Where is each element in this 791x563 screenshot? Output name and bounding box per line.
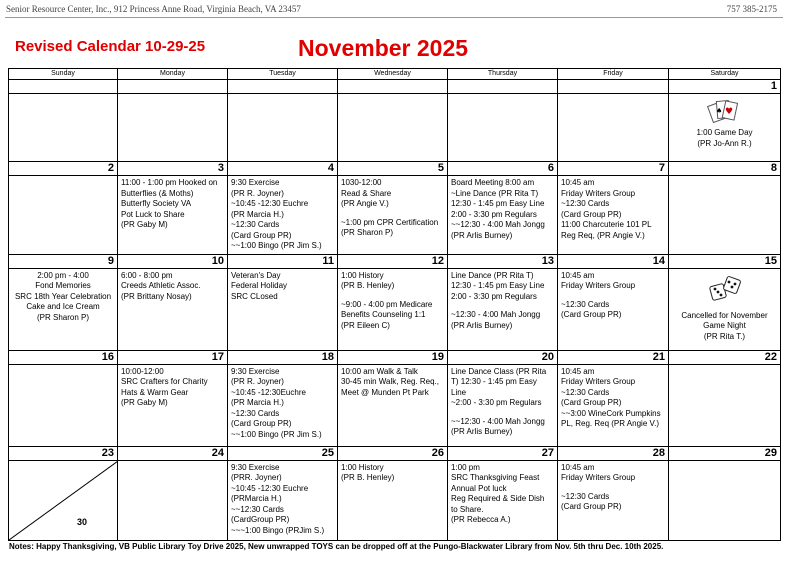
day-cell bbox=[558, 364, 669, 446]
event-line: 9:30 Exercise bbox=[231, 178, 280, 187]
event-line: Annual Pot luck bbox=[451, 483, 507, 493]
event-line: ~10:45 -12:30 Euchre bbox=[231, 199, 309, 208]
day-number: 21 bbox=[558, 350, 669, 364]
day-number: 12 bbox=[338, 254, 448, 268]
event-line: 12:30 - 1:45 pm Easy Line bbox=[451, 199, 545, 208]
weekday-wednesday: Wednesday bbox=[338, 69, 448, 80]
event-line: 1:00 History bbox=[341, 270, 384, 280]
org-phone: 757 385-2175 bbox=[726, 4, 777, 14]
event-line: ~12:30 Cards bbox=[231, 220, 280, 229]
event-line: Federal Holiday bbox=[231, 281, 288, 290]
event-line: Meet @ Munden Pt Park bbox=[341, 387, 429, 397]
day-number: 16 bbox=[9, 350, 118, 364]
day-cell bbox=[448, 460, 558, 540]
svg-text:♥: ♥ bbox=[724, 107, 733, 117]
day-number bbox=[338, 80, 448, 94]
event-line: (PR Rebecca A.) bbox=[451, 515, 511, 524]
header-rule bbox=[5, 17, 783, 18]
weekday-thursday: Thursday bbox=[448, 69, 558, 80]
event-line: Line Dance Class (PR Rita bbox=[451, 366, 547, 376]
event-line: ~~12:30 Cards bbox=[231, 504, 284, 514]
weekday-header-row bbox=[9, 69, 781, 80]
event-line: (Card Group PR) bbox=[561, 310, 622, 319]
event-line: 10:00-12:00 bbox=[121, 366, 164, 376]
event-line: 1:00 History bbox=[341, 462, 384, 472]
day-cell bbox=[448, 364, 558, 446]
day-number-row bbox=[9, 446, 781, 460]
event-line: (PR R. Joyner) bbox=[231, 188, 284, 198]
day-number: 4 bbox=[228, 162, 338, 176]
event-line: ~~~1:00 Bingo (PRJim S.) bbox=[231, 525, 325, 535]
day-cell bbox=[669, 268, 781, 350]
event-line: 11:00 Charcuterie 101 PL bbox=[561, 220, 652, 229]
day-number-30: 30 bbox=[77, 516, 88, 527]
day-number: 9 bbox=[9, 254, 118, 268]
event-line: (Card Group PR) bbox=[561, 398, 622, 407]
event-line: (PR Arlis Burney) bbox=[451, 320, 513, 330]
event-line: (Card Group PR) bbox=[561, 209, 622, 219]
event-line: ~10:45 -12:30Euchre bbox=[231, 387, 306, 397]
event-line: 1030-12:00 bbox=[341, 178, 382, 187]
day-number: 23 bbox=[9, 446, 118, 460]
event-line: (Card Group PR) bbox=[231, 419, 292, 428]
day-number: 28 bbox=[558, 446, 669, 460]
event-line: (PRMarcia H.) bbox=[231, 494, 282, 503]
day-events-row bbox=[9, 94, 781, 162]
event-line: 2:00 pm - 4:00 bbox=[37, 270, 89, 280]
event-line: (PRR. Joyner) bbox=[231, 473, 282, 482]
event-line: (PR B. Henley) bbox=[341, 473, 395, 482]
day-cell bbox=[118, 176, 228, 255]
day-number: 17 bbox=[118, 350, 228, 364]
svg-text:♠: ♠ bbox=[715, 107, 722, 115]
event-line: to Share. bbox=[451, 504, 484, 514]
event-line: Creeds Athletic Assoc. bbox=[121, 281, 201, 290]
day-cell bbox=[669, 176, 781, 255]
weekday-friday: Friday bbox=[558, 69, 669, 80]
event-line: 2:00 - 3:30 pm Regulars bbox=[451, 291, 537, 301]
event-line: SRC 18th Year Celebration bbox=[14, 291, 112, 301]
event-line: (PR Sharon P) bbox=[36, 312, 90, 322]
event-line: 10:45 am bbox=[561, 462, 595, 472]
event-line: (PR Gaby M) bbox=[121, 398, 168, 407]
playing-cards-icon bbox=[672, 98, 777, 124]
event-line bbox=[341, 210, 444, 218]
day-number-row bbox=[9, 254, 781, 268]
event-line: 9:30 Exercise bbox=[231, 462, 280, 472]
event-line: 10:00 am Walk & Talk bbox=[341, 366, 418, 376]
event-line: Read & Share bbox=[341, 188, 392, 198]
day-number: 26 bbox=[338, 446, 448, 460]
day-cell bbox=[228, 176, 338, 255]
event-line: Fond Memories bbox=[35, 281, 91, 290]
event-line: Pot Luck to Share bbox=[121, 209, 185, 219]
event-line: (PR Rita T.) bbox=[703, 331, 746, 341]
weekday-monday: Monday bbox=[118, 69, 228, 80]
day-events-row bbox=[9, 268, 781, 350]
day-cell bbox=[9, 94, 118, 162]
event-line bbox=[341, 292, 444, 300]
event-line: (PR Arlis Burney) bbox=[451, 427, 513, 436]
day-number: 3 bbox=[118, 162, 228, 176]
month-title: November 2025 bbox=[298, 35, 469, 61]
event-line: ~12:30 Cards bbox=[561, 199, 610, 208]
day-cell bbox=[9, 460, 118, 540]
event-line: ~10:45 -12:30 Euchre bbox=[231, 483, 309, 493]
event-line: ~~12:30 - 4:00 Mah Jongg bbox=[451, 220, 545, 229]
event-line: ~12:30 Cards bbox=[561, 299, 610, 309]
split-day-divider bbox=[9, 461, 118, 540]
day-number: 6 bbox=[448, 162, 558, 176]
day-cell bbox=[338, 268, 448, 350]
day-cell bbox=[558, 176, 669, 255]
event-line: Hats & Warm Gear bbox=[121, 387, 189, 397]
day-number: 25 bbox=[228, 446, 338, 460]
dice-icon bbox=[672, 275, 777, 305]
day-cell bbox=[118, 364, 228, 446]
event-line: 6:00 - 8:00 pm bbox=[121, 270, 173, 280]
day-number: 5 bbox=[338, 162, 448, 176]
weekday-tuesday: Tuesday bbox=[228, 69, 338, 80]
event-line: 1:00 pm bbox=[451, 462, 480, 472]
day-number bbox=[228, 80, 338, 94]
event-line: (PR Sharon P) bbox=[341, 228, 394, 237]
day-cell bbox=[228, 94, 338, 162]
event-line: ~~1:00 Bingo (PR Jim S.) bbox=[231, 241, 322, 250]
event-line: (PR R. Joyner) bbox=[231, 377, 284, 386]
event-line: ~12:30 - 4:00 Mah Jongg bbox=[451, 310, 541, 319]
org-address: Senior Resource Center, Inc., 912 Princess Anne Road, Virginia Beach, VA 23457 bbox=[6, 4, 301, 14]
event-line: 10:45 am bbox=[561, 366, 595, 376]
event-line: (Card Group PR) bbox=[231, 230, 292, 240]
event-line bbox=[451, 409, 554, 417]
day-number: 14 bbox=[558, 254, 669, 268]
event-line: Reg Required & Side Dish bbox=[451, 494, 545, 503]
event-line bbox=[451, 302, 554, 310]
day-number: 13 bbox=[448, 254, 558, 268]
event-line: Veteran's Day bbox=[231, 270, 281, 280]
event-line: 12:30 - 1:45 pm Easy Line bbox=[451, 281, 545, 290]
event-line: (CardGroup PR) bbox=[231, 515, 290, 524]
event-line: ~2:00 - 3:30 pm Regulars bbox=[451, 398, 542, 407]
day-number: 7 bbox=[558, 162, 669, 176]
day-cell bbox=[448, 176, 558, 255]
revised-label: Revised Calendar 10-29-25 bbox=[15, 38, 206, 55]
event-line: ~12:30 Cards bbox=[561, 491, 610, 501]
day-cell bbox=[228, 364, 338, 446]
day-number: 22 bbox=[669, 350, 781, 364]
event-line: Game Night bbox=[703, 321, 746, 330]
event-line: 30-45 min Walk, Reg. Req., bbox=[341, 377, 439, 386]
day-number: 1 bbox=[669, 80, 781, 94]
event-line: SRC CLosed bbox=[231, 291, 278, 301]
event-line: Reg Req, (PR Angie V.) bbox=[561, 230, 645, 240]
day-cell bbox=[9, 364, 118, 446]
day-cell bbox=[669, 364, 781, 446]
day-number: 24 bbox=[118, 446, 228, 460]
event-line: (PR Gaby M) bbox=[121, 220, 168, 229]
event-line: ~~1:00 Bingo (PR Jim S.) bbox=[231, 429, 322, 439]
day-number: 8 bbox=[669, 162, 781, 176]
day-cell bbox=[9, 176, 118, 255]
event-line: 9:30 Exercise bbox=[231, 366, 280, 376]
event-line: Friday Writers Group bbox=[561, 281, 636, 290]
day-cell bbox=[558, 268, 669, 350]
event-line: PL, Reg. Req (PR Angie V.) bbox=[561, 419, 659, 428]
event-line: (PR Marcia H.) bbox=[231, 398, 284, 407]
event-line: 1:00 Game Day bbox=[696, 128, 753, 137]
event-line: (PR Eileen C) bbox=[341, 320, 390, 330]
day-cell bbox=[338, 94, 448, 162]
day-number: 29 bbox=[669, 446, 781, 460]
day-events-row bbox=[9, 364, 781, 446]
weekday-sunday: Sunday bbox=[9, 69, 118, 80]
event-line: Board Meeting 8:00 am bbox=[451, 178, 535, 187]
event-line: ~Line Dance (PR Rita T) bbox=[451, 188, 539, 198]
event-line: (PR Brittany Nosay) bbox=[121, 291, 192, 301]
day-cell bbox=[448, 268, 558, 350]
event-line: ~1:00 pm CPR Certification bbox=[341, 217, 439, 227]
calendar-grid bbox=[8, 68, 781, 541]
day-number-row bbox=[9, 80, 781, 94]
event-line: (PR Angie V.) bbox=[341, 199, 389, 208]
event-line: Line Dance (PR Rita T) bbox=[451, 270, 534, 280]
event-line: 10:45 am bbox=[561, 178, 595, 187]
event-line: Friday Writers Group bbox=[561, 188, 636, 198]
event-line: 11:00 - 1:00 pm Hooked on bbox=[121, 178, 218, 187]
event-line: Butterflies (& Moths) bbox=[121, 188, 194, 198]
event-line: 10:45 am bbox=[561, 270, 595, 280]
event-line bbox=[561, 484, 665, 492]
event-line: Cake and Ice Cream bbox=[26, 302, 100, 311]
notes-footer: Notes: Happy Thanksgiving, VB Public Library Toy Drive 2025, New unwrapped TOYS can be dropped off at the Pungo-Blackwater Library from Nov. 5th thru Dec. 10th 2025. bbox=[9, 542, 664, 551]
day-cell bbox=[338, 364, 448, 446]
day-cell bbox=[448, 94, 558, 162]
event-line: ~~3:00 WineCork Pumpkins bbox=[561, 408, 661, 418]
day-cell bbox=[558, 94, 669, 162]
day-events-row bbox=[9, 460, 781, 540]
day-number: 10 bbox=[118, 254, 228, 268]
day-number bbox=[118, 80, 228, 94]
day-number: 15 bbox=[669, 254, 781, 268]
event-line: (Card Group PR) bbox=[561, 502, 622, 511]
event-line: (PR Marcia H.) bbox=[231, 209, 284, 219]
day-cell bbox=[228, 268, 338, 350]
day-cell bbox=[338, 460, 448, 540]
event-line: Line bbox=[451, 387, 467, 397]
day-cell bbox=[669, 94, 781, 162]
day-cell bbox=[118, 460, 228, 540]
event-line: ~12:30 Cards bbox=[231, 408, 280, 418]
event-line: Friday Writers Group bbox=[561, 473, 636, 482]
day-cell bbox=[228, 460, 338, 540]
event-line: ~9:00 - 4:00 pm Medicare bbox=[341, 299, 433, 309]
event-line bbox=[561, 292, 665, 300]
day-cell bbox=[669, 460, 781, 540]
day-number bbox=[448, 80, 558, 94]
day-number: 18 bbox=[228, 350, 338, 364]
event-line: (PR Arlis Burney) bbox=[451, 230, 513, 240]
day-number: 11 bbox=[228, 254, 338, 268]
day-number: 27 bbox=[448, 446, 558, 460]
event-line: ~12:30 Cards bbox=[561, 387, 610, 397]
day-cell bbox=[118, 94, 228, 162]
day-cell bbox=[9, 268, 118, 350]
day-number-row bbox=[9, 350, 781, 364]
event-line: Friday Writers Group bbox=[561, 377, 636, 386]
day-events-row bbox=[9, 176, 781, 255]
day-number bbox=[558, 80, 669, 94]
event-line: SRC Crafters for Charity bbox=[121, 377, 208, 386]
day-number: 19 bbox=[338, 350, 448, 364]
event-line: T) 12:30 - 1:45 pm Easy bbox=[451, 377, 537, 386]
event-line: Benefits Counseling 1:1 bbox=[341, 310, 426, 319]
event-line: Cancelled for November bbox=[681, 310, 768, 320]
day-number-row bbox=[9, 162, 781, 176]
day-cell bbox=[118, 268, 228, 350]
event-line: SRC Thanksgiving Feast bbox=[451, 473, 540, 482]
event-line: (PR Jo-Ann R.) bbox=[697, 138, 752, 148]
event-line: (PR B. Henley) bbox=[341, 281, 395, 290]
event-line: ~~12:30 - 4:00 Mah Jongg bbox=[451, 416, 545, 426]
day-number: 2 bbox=[9, 162, 118, 176]
day-cell bbox=[338, 176, 448, 255]
day-number bbox=[9, 80, 118, 94]
weekday-saturday: Saturday bbox=[669, 69, 781, 80]
event-line: Butterfly Society VA bbox=[121, 199, 192, 208]
day-number: 20 bbox=[448, 350, 558, 364]
day-cell bbox=[558, 460, 669, 540]
event-line: 2:00 - 3:30 pm Regulars bbox=[451, 209, 537, 219]
